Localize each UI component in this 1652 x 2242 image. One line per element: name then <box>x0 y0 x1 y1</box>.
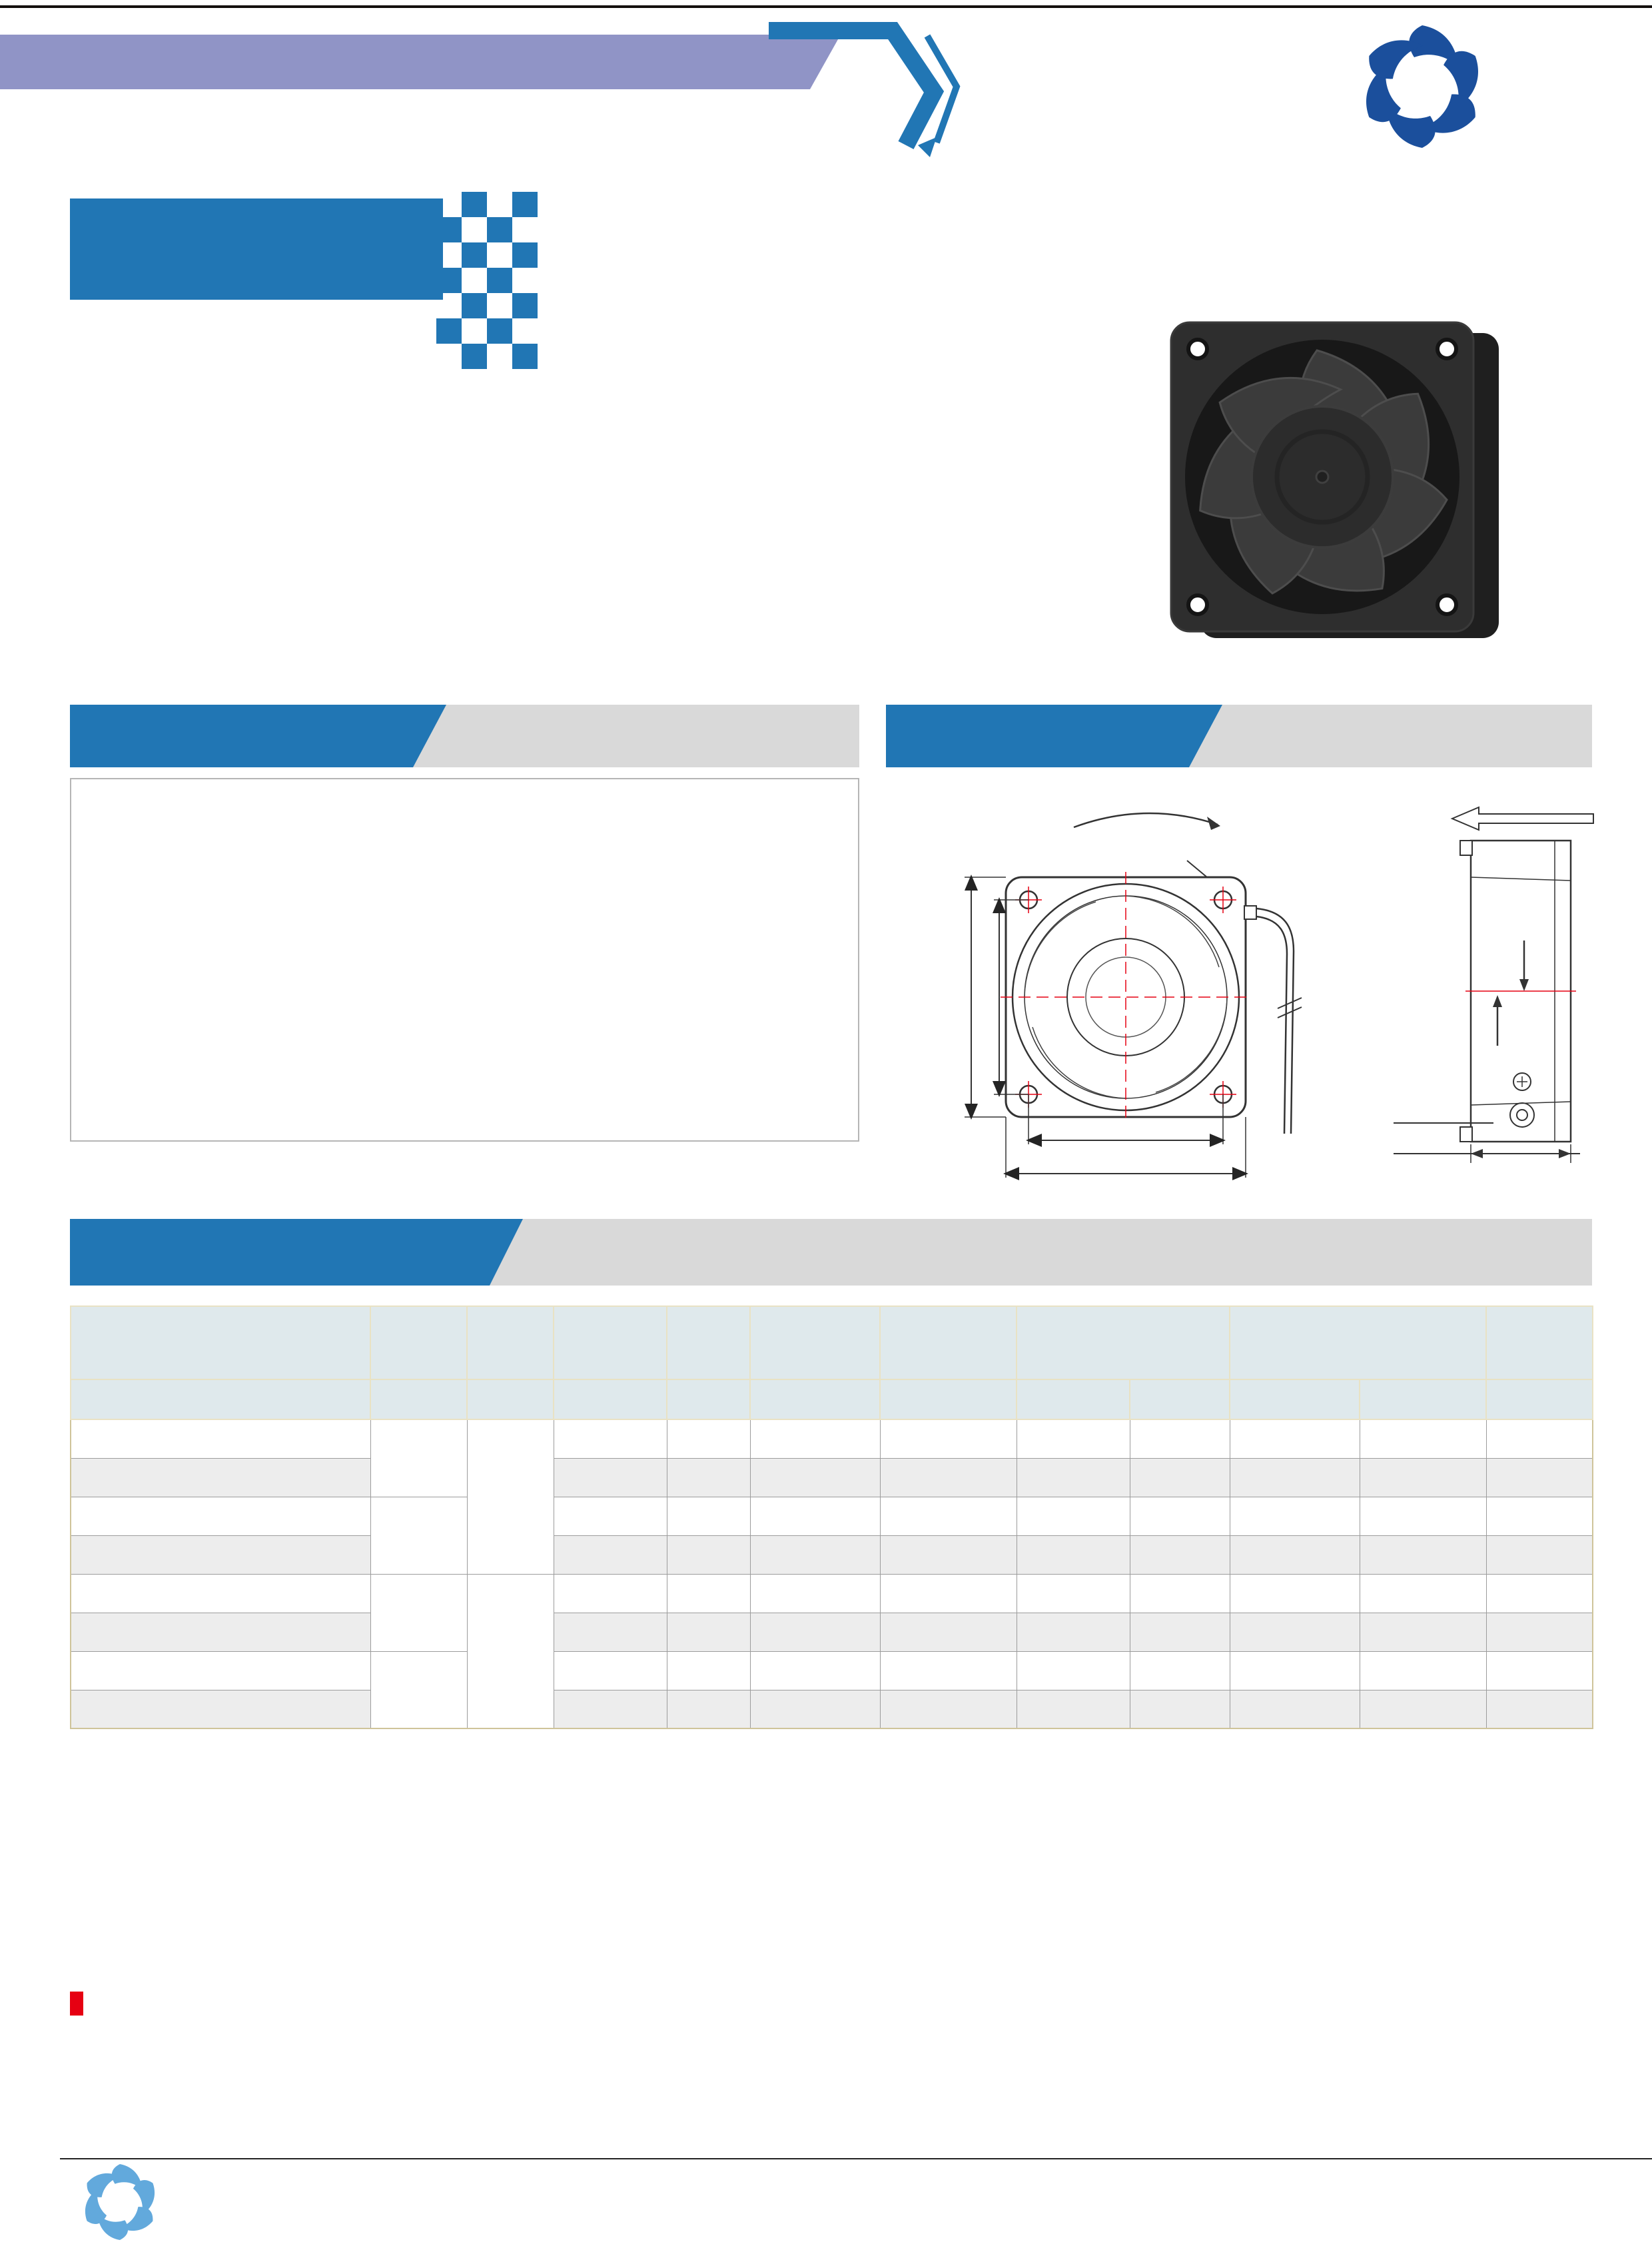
note-2 <box>678 2044 1078 2059</box>
pq-cn-title <box>70 705 446 767</box>
table-row <box>71 1497 1593 1535</box>
dim-cn-title <box>886 705 1222 767</box>
unit-bs <box>370 1379 467 1419</box>
fan-product-photo <box>1159 314 1505 647</box>
contact-note <box>70 1992 95 2016</box>
table-row <box>71 1574 1593 1613</box>
spec-cn-title <box>70 1219 523 1286</box>
yrc-logo <box>1322 8 1522 168</box>
page-banner <box>0 35 841 89</box>
col-bearing <box>370 1306 467 1379</box>
checker-pattern-icon <box>436 192 538 369</box>
section-bar-specifications <box>70 1219 1592 1286</box>
banner-arrow-icon <box>759 12 973 159</box>
unit-dba <box>1486 1379 1593 1419</box>
dimension-side-view <box>1386 774 1652 1200</box>
footer-rule <box>60 2158 1652 2159</box>
cell-bearing <box>370 1419 467 1497</box>
col-speed <box>880 1306 1017 1379</box>
series-box <box>70 198 443 300</box>
unit-a <box>750 1379 880 1419</box>
table-units-row <box>71 1379 1593 1419</box>
unit-m3min <box>1017 1379 1130 1419</box>
dimension-front-view <box>879 774 1386 1200</box>
section-bar-pq <box>70 705 859 767</box>
unit-mmh2o <box>1230 1379 1360 1419</box>
table-row <box>71 1535 1593 1574</box>
table-row <box>71 1419 1593 1458</box>
col-rated-voltage <box>467 1306 554 1379</box>
unit-vac2 <box>554 1379 667 1419</box>
col-model <box>71 1306 370 1379</box>
cell-voltage <box>467 1419 554 1574</box>
col-current <box>750 1306 880 1379</box>
col-static-pressure <box>1230 1306 1486 1379</box>
table-header-row <box>71 1306 1593 1379</box>
note-1 <box>70 2044 643 2059</box>
pq-chart-60-50hz-m <box>516 782 859 1136</box>
col-freq <box>667 1306 750 1379</box>
unit-partno <box>71 1379 370 1419</box>
table-row <box>71 1651 1593 1690</box>
section-bar-dimensions <box>886 705 1592 767</box>
table-row <box>71 1613 1593 1651</box>
red-square-icon <box>70 1992 83 2016</box>
col-startup-voltage <box>554 1306 667 1379</box>
unit-hz <box>667 1379 750 1419</box>
cell-model <box>71 1419 370 1458</box>
col-airflow <box>1017 1306 1230 1379</box>
col-noise <box>1486 1306 1593 1379</box>
table-row <box>71 1458 1593 1497</box>
unit-cfm <box>1130 1379 1230 1419</box>
ul-certification-icon <box>718 563 918 680</box>
note-3 <box>1100 2044 1607 2059</box>
pq-chart-60-50hz-h <box>79 782 519 1136</box>
table-row <box>71 1690 1593 1728</box>
unit-inh2o <box>1360 1379 1486 1419</box>
page-number-badge <box>63 2162 183 2242</box>
unit-vac <box>467 1379 554 1419</box>
pq-charts-panel <box>70 778 859 1142</box>
unit-rpm <box>880 1379 1017 1419</box>
spec-table <box>70 1306 1593 1729</box>
